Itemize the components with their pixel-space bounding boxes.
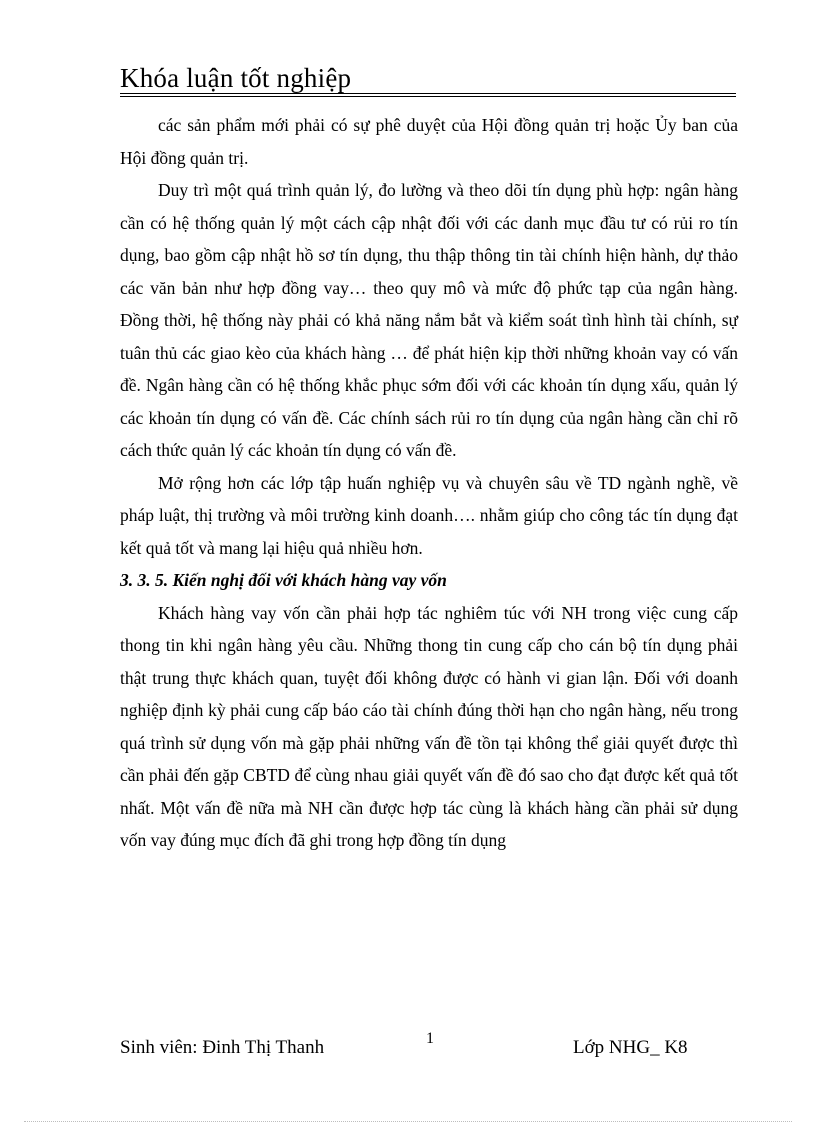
footer-student: Sinh viên: Đinh Thị Thanh bbox=[120, 1037, 325, 1058]
paragraph-training: Mở rộng hơn các lớp tập huấn nghiệp vụ và chuyên sâu về TD ngành nghề, về pháp luật, thị trường và môi trường kinh doanh…. nhằm giúp cho công tác tín dụng đạt kết quả tốt và mang lại hiệu quả nhiều hơn. bbox=[120, 472, 738, 558]
page-bottom-edge bbox=[24, 1121, 792, 1122]
header-rule-bottom bbox=[120, 96, 736, 97]
footer-class: Lớp NHG_ K8 bbox=[573, 1037, 688, 1058]
document-body bbox=[120, 109, 738, 857]
paragraph-customer: Khách hàng vay vốn cần phải hợp tác nghiêm túc với NH trong việc cung cấp thong tin khi ngân hàng yêu cầu. Những thong tin cung cấp cho cán bộ tín dụng phải thật trung thực khách quan, tuyệt đối không được có hành vi gian lận. Đối với doanh nghiệp định kỳ phải cung cấp báo cáo tài chính đúng thời hạn cho ngân hàng, nếu trong quá trình sử dụng vốn mà gặp phải những vấn đề tồn tại không thể giải quyết được thì cần phải đến gặp CBTD để cùng nhau giải quyết vấn đề đó sao cho đạt được kết quả tốt nhất. Một vấn đề nữa mà NH cần được hợp tác cùng là khách hàng cần phải sử dụng vốn vay đúng mục đích đã ghi trong hợp đồng tín dụng bbox=[120, 602, 738, 850]
header-rule-top bbox=[120, 93, 736, 94]
paragraph-monitoring: Duy trì một quá trình quản lý, đo lường và theo dõi tín dụng phù hợp: ngân hàng cần có hệ thống quản lý một cách cập nhật đối với các danh mục đầu tư có rủi ro tín dụng, bao gồm cập nhật hồ sơ tín dụng, thu thập thông tin tài chính hiện hành, dự thảo các văn bản như hợp đồng vay… theo quy mô và mức độ phức tạp của ngân hàng. Đồng thời, hệ thống này phải có khả năng nắm bắt và kiểm soát tình hình tài chính, sự tuân thủ các giao kèo của khách hàng … để phát hiện kịp thời những khoản vay có vấn đề. Ngân hàng cần có hệ thống khắc phục sớm đối với các khoản tín dụng xấu, quản lý các khoản tín dụng có vấn đề. Các chính sách rủi ro tín dụng của ngân hàng cần chỉ rõ cách thức quản lý các khoản tín dụng có vấn đề. bbox=[120, 180, 738, 460]
header-title: Khóa luận tốt nghiệp bbox=[120, 63, 352, 93]
footer-page-number: 1 bbox=[426, 1030, 434, 1047]
section-heading: 3. 3. 5. Kiến nghị đối với khách hàng vay vốn bbox=[120, 570, 447, 590]
paragraph-continuation: các sản phẩm mới phải có sự phê duyệt của Hội đồng quản trị hoặc Ủy ban của Hội đồng quản trị. bbox=[120, 115, 738, 168]
